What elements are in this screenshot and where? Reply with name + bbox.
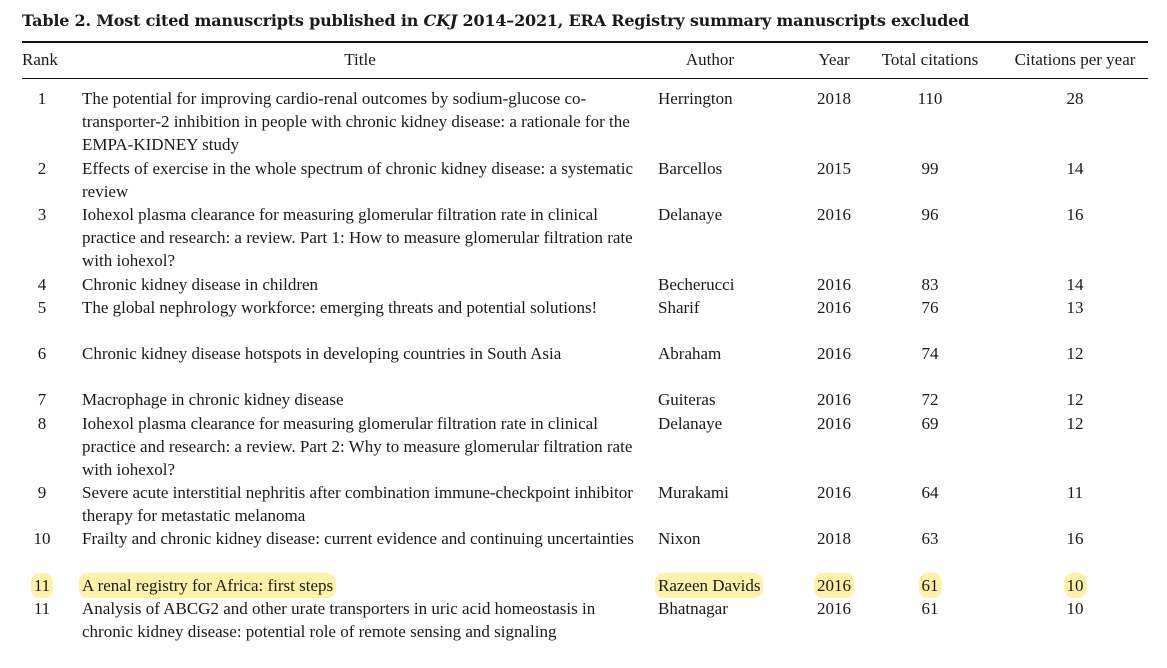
cell-title: The global nephrology workforce: emerging threats and potential solutions!	[82, 298, 598, 317]
cell-citations-per-year: 10	[1066, 599, 1084, 618]
cell-rank: 11	[33, 599, 51, 618]
table-header-rule	[22, 78, 1148, 79]
cell-year: 2016	[817, 205, 851, 224]
cell-total-citations: 96	[921, 205, 939, 224]
cell-citations-per-year: 12	[1066, 390, 1084, 409]
cell-title: Iohexol plasma clearance for measuring glomerular filtration rate in clinical practice and research: a review. Part 2: Why to measure glomerular filtration rate with iohexol?	[82, 414, 633, 479]
cell-author: Becherucci	[658, 275, 735, 294]
cell-author: Delanaye	[658, 414, 723, 433]
cell-rank: 8	[37, 414, 47, 433]
cell-citations-per-year: 14	[1066, 275, 1084, 294]
cell-year: 2016	[817, 483, 851, 502]
cell-rank: 1	[37, 89, 47, 108]
cell-year: 2016	[817, 344, 851, 363]
cell-citations-per-year: 10	[1066, 576, 1084, 595]
cell-total-citations: 63	[921, 529, 939, 548]
cell-author: Guiteras	[658, 390, 716, 409]
cell-rank: 2	[37, 159, 47, 178]
table-caption	[22, 11, 969, 30]
cell-year: 2016	[817, 576, 851, 595]
cell-rank: 5	[37, 298, 47, 317]
cell-author: Sharif	[658, 298, 700, 317]
header-title: Title	[344, 50, 376, 69]
cell-rank: 10	[33, 529, 51, 548]
cell-citations-per-year: 28	[1066, 89, 1084, 108]
cell-citations-per-year: 13	[1066, 298, 1084, 317]
cell-total-citations: 69	[921, 414, 939, 433]
cell-title: Chronic kidney disease in children	[82, 275, 319, 294]
cell-title: Iohexol plasma clearance for measuring glomerular filtration rate in clinical practice and research: a review. Part 1: How to measure glomerular filtration rate with iohexol?	[82, 205, 633, 270]
header-rank: Rank	[22, 50, 58, 69]
cell-title: Effects of exercise in the whole spectrum of chronic kidney disease: a systematic review	[82, 159, 634, 201]
cell-author: Murakami	[658, 483, 729, 502]
caption-journal: CKJ	[423, 11, 458, 30]
cell-year: 2016	[817, 599, 851, 618]
cell-total-citations: 76	[921, 298, 939, 317]
cell-total-citations: 99	[921, 159, 939, 178]
cell-citations-per-year: 16	[1066, 205, 1084, 224]
table-top-rule	[22, 41, 1148, 43]
cell-author: Abraham	[658, 344, 722, 363]
cell-total-citations: 83	[921, 275, 939, 294]
cell-total-citations: 74	[921, 344, 939, 363]
cell-author: Nixon	[658, 529, 701, 548]
cell-title: A renal registry for Africa: first steps	[82, 576, 334, 595]
cell-rank: 9	[37, 483, 47, 502]
header-author: Author	[685, 50, 735, 69]
cell-rank: 4	[37, 275, 47, 294]
cell-total-citations: 61	[921, 599, 939, 618]
cell-title: Chronic kidney disease hotspots in developing countries in South Asia	[82, 344, 562, 363]
cell-rank: 3	[37, 205, 47, 224]
cell-citations-per-year: 16	[1066, 529, 1084, 548]
cell-author: Herrington	[658, 89, 733, 108]
cell-total-citations: 64	[921, 483, 939, 502]
header-total-citations: Total citations	[881, 50, 979, 69]
cell-year: 2015	[817, 159, 851, 178]
cell-title: Frailty and chronic kidney disease: current evidence and continuing uncertainties	[82, 529, 634, 548]
cell-title: Severe acute interstitial nephritis after combination immune-checkpoint inhibitor therapy for metastatic melanoma	[82, 483, 633, 525]
caption-suffix: 2014–2021, ERA Registry summary manuscripts excluded	[457, 11, 970, 30]
header-year: Year	[818, 50, 850, 69]
cell-year: 2016	[817, 390, 851, 409]
header-citations-per-year: Citations per year	[1014, 50, 1136, 69]
cell-citations-per-year: 11	[1066, 483, 1084, 502]
cell-rank: 7	[37, 390, 47, 409]
cell-total-citations: 61	[921, 576, 939, 595]
caption-prefix: Table 2. Most cited manuscripts published in	[22, 11, 424, 30]
cell-year: 2016	[817, 275, 851, 294]
cell-rank: 11	[33, 576, 51, 595]
cell-year: 2018	[817, 89, 851, 108]
cell-author: Delanaye	[658, 205, 723, 224]
cell-year: 2016	[817, 298, 851, 317]
cell-year: 2018	[817, 529, 851, 548]
cell-title: Analysis of ABCG2 and other urate transporters in uric acid homeostasis in chronic kidney disease: potential role of remote sensing and signaling	[82, 599, 596, 641]
cell-year: 2016	[817, 414, 851, 433]
cell-title: Macrophage in chronic kidney disease	[82, 390, 344, 409]
cell-citations-per-year: 12	[1066, 414, 1084, 433]
cell-author: Barcellos	[658, 159, 723, 178]
cell-author: Razeen Davids	[658, 576, 761, 595]
cell-citations-per-year: 14	[1066, 159, 1084, 178]
cell-total-citations: 72	[921, 390, 939, 409]
cell-total-citations: 110	[917, 89, 943, 108]
cell-author: Bhatnagar	[658, 599, 728, 618]
cell-title: The potential for improving cardio-renal outcomes by sodium-glucose co-transporter-2 inhibition in people with chronic kidney disease: a rationale for the EMPA-KIDNEY study	[82, 89, 630, 154]
cell-rank: 6	[37, 344, 47, 363]
cell-citations-per-year: 12	[1066, 344, 1084, 363]
